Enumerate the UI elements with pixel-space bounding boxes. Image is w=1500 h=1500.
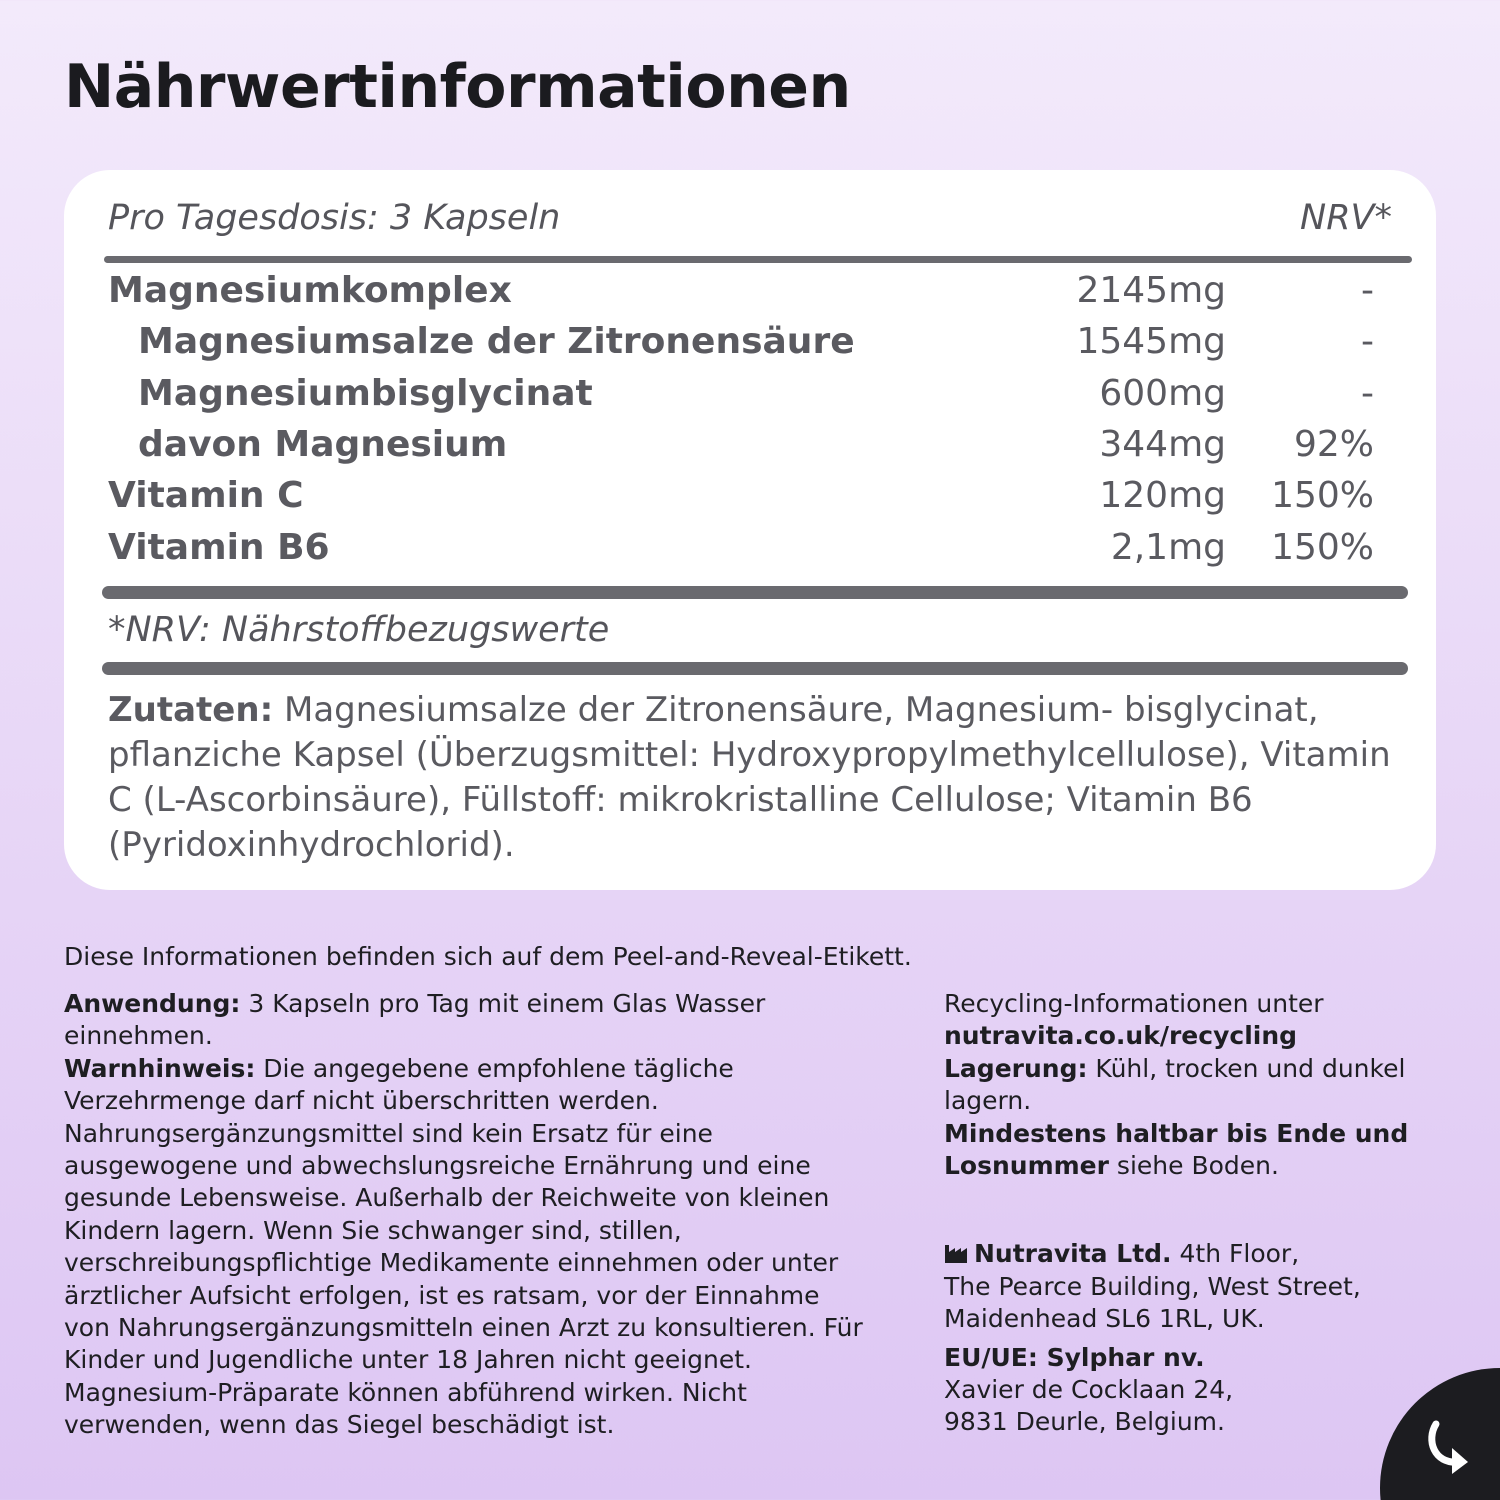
warning-paragraph <box>64 1053 864 1442</box>
ingredients-text <box>108 688 1398 868</box>
usage-warning-column <box>64 988 864 1442</box>
nutrient-nrv: - <box>1361 373 1374 414</box>
nutrient-nrv: 92% <box>1293 424 1374 465</box>
turn-arrow-icon <box>1424 1418 1472 1476</box>
nrv-footnote: *NRV: Nährstoffbezugswerte <box>108 610 610 650</box>
peel-reveal-info: Diese Informationen befinden sich auf dem Peel-and-Reveal-Etikett. <box>64 942 912 971</box>
eu-rep-line1: Xavier de Cocklaan 24, <box>944 1375 1234 1405</box>
nutrient-name: Vitamin C <box>108 475 304 516</box>
nutrient-nrv: 150% <box>1271 527 1374 568</box>
table-row <box>64 475 1436 527</box>
factory-icon <box>944 1239 968 1259</box>
table-row <box>64 373 1436 425</box>
storage-text: Kühl, trocken und dunkel lagern. <box>944 1053 1406 1116</box>
ingredients-label: Zutaten: <box>108 690 274 730</box>
nutrient-name: Magnesiumbisglycinat <box>138 373 593 414</box>
usage-paragraph <box>64 988 864 1053</box>
nutrient-amount: 600mg <box>1099 373 1226 414</box>
recycling-url: nutravita.co.uk/recycling <box>944 1021 1298 1051</box>
nutrient-name: Magnesiumkomplex <box>108 270 512 311</box>
table-bottom-rule <box>102 586 1408 599</box>
table-row <box>64 321 1436 373</box>
storage-paragraph <box>944 1053 1424 1118</box>
nutrient-amount: 344mg <box>1099 424 1226 465</box>
nutrient-amount: 2145mg <box>1076 270 1226 311</box>
nutrition-card <box>64 170 1436 890</box>
manufacturer-name: Nutravita Ltd. <box>974 1239 1172 1269</box>
serving-label: Pro Tagesdosis: 3 Kapseln <box>108 198 561 238</box>
recycling-text: Recycling-Informationen unter <box>944 989 1324 1018</box>
eu-rep-label: EU/UE: Sylphar nv. <box>944 1342 1205 1372</box>
table-row <box>64 270 1436 322</box>
nutrient-name: Vitamin B6 <box>108 527 330 568</box>
table-top-rule <box>104 256 1412 263</box>
table-row <box>64 527 1436 579</box>
nutrient-nrv: 150% <box>1271 475 1374 516</box>
best-before-label: Mindestens haltbar bis Ende und <box>944 1118 1409 1148</box>
eu-rep-line2: 9831 Deurle, Belgium. <box>944 1407 1225 1437</box>
usage-label: Anwendung: <box>64 989 241 1018</box>
usage-text: 3 Kapseln pro Tag mit einem Glas Wasser einnehmen. <box>64 989 766 1051</box>
best-before-paragraph <box>944 1118 1424 1183</box>
best-before-text: siehe Boden. <box>1108 1151 1279 1181</box>
nutrient-amount: 120mg <box>1099 475 1226 516</box>
manufacturer-address-line3: Maidenhead SL6 1RL, UK. <box>944 1304 1265 1334</box>
storage-label: Lagerung: <box>944 1053 1088 1083</box>
nutrient-name: davon Magnesium <box>138 424 508 465</box>
nutrient-amount: 2,1mg <box>1110 527 1226 568</box>
warning-text: Die angegebene empfohlene tägliche Verzehrmenge darf nicht überschritten werden. Nahrungsergänzungsmittel sind kein Ersatz für eine ausgewogene und abwechslungsreiche Ernährung und eine gesunde Lebensweise. Außerhalb der Reichweite von kleinen Kindern lagern. Wenn Sie schwanger sind, stillen, verschreibungspflichtige Medikamente einnehmen oder unter ärztlicher Aufsicht erfolgen, ist es ratsam, vor der Einnahme von Nahrungsergänzungsmitteln einen Arzt zu konsultieren. Für Kinder und Jugendliche unter 18 Jahren nicht geeignet. Magnesium-Präparate können abführend wirken. Nicht verwenden, wenn das Siegel beschädigt ist. <box>64 1053 863 1440</box>
manufacturer-address <box>944 1238 1424 1335</box>
manufacturer-address-line2: The Pearce Building, West Street, <box>944 1271 1361 1301</box>
ingredients-list: Magnesiumsalze der Zitronensäure, Magnesium- bisglycinat, pflanziche Kapsel (Überzugsmittel: Hydroxypropylmethylcellulose), Vitamin C (L-Ascorbinsäure), Füllstoff: mikrokristalline Cellulose; Vitamin B6 (Pyridoxinhydrochlorid). <box>108 690 1391 865</box>
eu-representative <box>944 1342 1424 1439</box>
nutrient-amount: 1545mg <box>1076 321 1226 362</box>
nutrient-nrv: - <box>1361 270 1374 311</box>
nrv-header: NRV* <box>1300 198 1392 238</box>
nutrient-nrv: - <box>1361 321 1374 362</box>
manufacturer-address-line1: 4th Floor, <box>1171 1239 1300 1269</box>
lot-number-label: Losnummer <box>944 1151 1109 1181</box>
footnote-rule <box>102 662 1408 675</box>
warning-label: Warnhinweis: <box>64 1053 256 1083</box>
storage-address-column <box>944 988 1424 1439</box>
table-row <box>64 424 1436 476</box>
page-title: Nährwertinformationen <box>64 52 851 122</box>
nutrient-name: Magnesiumsalze der Zitronensäure <box>138 321 855 362</box>
